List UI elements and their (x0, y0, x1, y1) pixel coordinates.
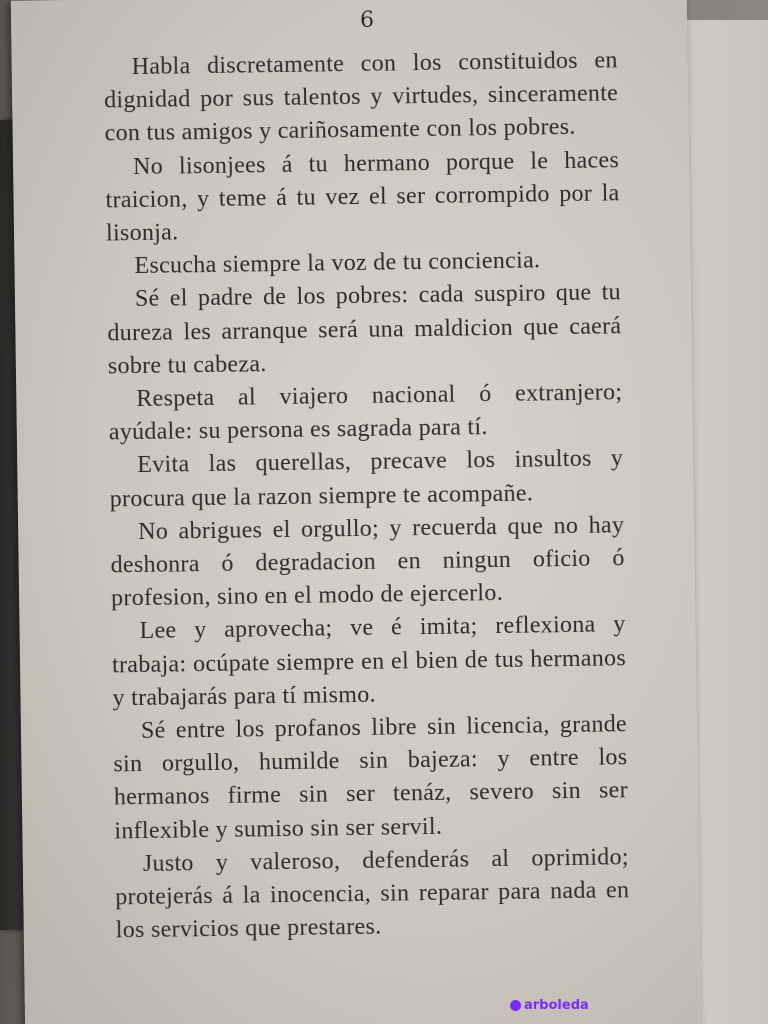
watermark (510, 994, 589, 1016)
paragraph: Sé entre los profanos libre sin licencia, grande sin orgullo, humilde sin bajeza: y entre los hermanos firme sin ser tenáz, severo sin ser inflexible y sumiso sin ser servil. (113, 711, 629, 845)
page-text (103, 44, 629, 948)
paragraph: Escucha siempre la voz de tu conciencia. (134, 247, 541, 280)
paragraph: Evita las querellas, precave los insultos y procura que la razon siempre te acompañe. (109, 445, 624, 513)
paragraph: Sé el padre de los pobres: cada suspiro que tu dureza les arranque será una maldicion que caerá sobre tu cabeza. (107, 279, 622, 380)
paragraph: Lee y aprovecha; ve é imita; reflexiona y trabaja: ocúpate siempre en el bien de tus hermanos y trabajarás para tí mismo. (111, 611, 627, 712)
paragraph: No lisonjees á tu hermano porque le haces traicion, y teme á tu vez el ser corrompido por la lisonja. (105, 146, 620, 247)
paragraph: No abrigues el orgullo; y recuerda que no hay deshonra ó degradacion en ningun oficio ó profesion, sino en el modo de ejercerlo. (110, 512, 625, 612)
paragraph: Respeta al viajero nacional ó extranjero; ayúdale: su persona es sagrada para tí. (108, 379, 623, 446)
book-page (11, 0, 701, 1024)
copyright-icon (510, 1000, 521, 1011)
page-number: 6 (359, 7, 375, 33)
paragraph: Justo y valeroso, defenderás al oprimido; protejerás á la inocencia, sin reparar para nada en los servicios que prestares. (115, 844, 630, 944)
paragraph: Habla discretamente con los constituidos en dignidad por sus talentos y virtudes, sinceramente con tus amigos y cariñosamente con los pobres. (103, 47, 619, 147)
watermark-text: arboleda (524, 997, 589, 1013)
